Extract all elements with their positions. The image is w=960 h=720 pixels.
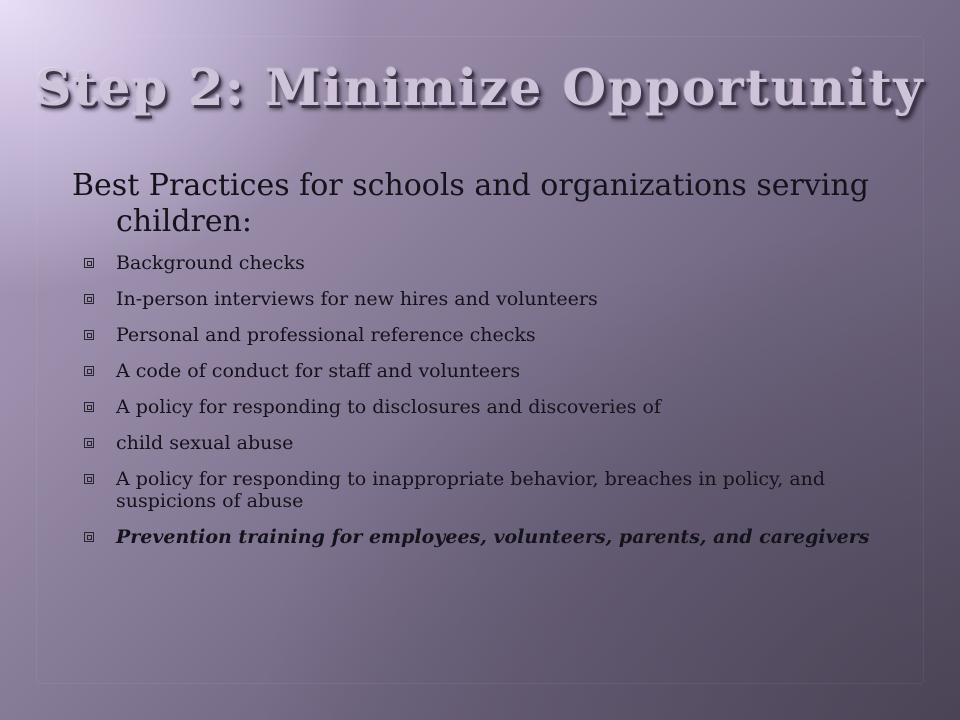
square-bullet-icon (84, 258, 94, 268)
bullet-list (72, 252, 902, 548)
bullet-text: A code of conduct for staff and volunteers (116, 360, 521, 382)
bullet-item-emphasized (72, 526, 902, 548)
slide-body (72, 168, 902, 562)
bullet-text: A policy for responding to disclosures and discoveries of (116, 396, 661, 418)
square-bullet-icon (84, 474, 94, 484)
bullet-text: In-person interviews for new hires and volunteers (116, 288, 598, 310)
bullet-item (72, 360, 902, 382)
square-bullet-icon (84, 438, 94, 448)
square-bullet-icon (84, 532, 94, 542)
bullet-text: Prevention training for employees, volunteers, parents, and caregivers (116, 526, 870, 548)
bullet-item (72, 324, 902, 346)
bullet-item (72, 396, 902, 418)
square-bullet-icon (84, 330, 94, 340)
bullet-text: Background checks (116, 252, 305, 274)
bullet-item (72, 432, 902, 454)
bullet-text: child sexual abuse (116, 432, 294, 454)
bullet-text: Personal and professional reference checks (116, 324, 536, 346)
bullet-item (72, 252, 902, 274)
intro-text: Best Practices for schools and organizations serving children: (72, 168, 869, 239)
bullet-item (72, 288, 902, 310)
square-bullet-icon (84, 294, 94, 304)
bullet-item (72, 468, 902, 512)
square-bullet-icon (84, 402, 94, 412)
square-bullet-icon (84, 366, 94, 376)
bullet-text: A policy for responding to inappropriate behavior, breaches in policy, and suspicions of abuse (116, 468, 826, 512)
slide-title: Step 2: Minimize Opportunity (35, 58, 925, 117)
